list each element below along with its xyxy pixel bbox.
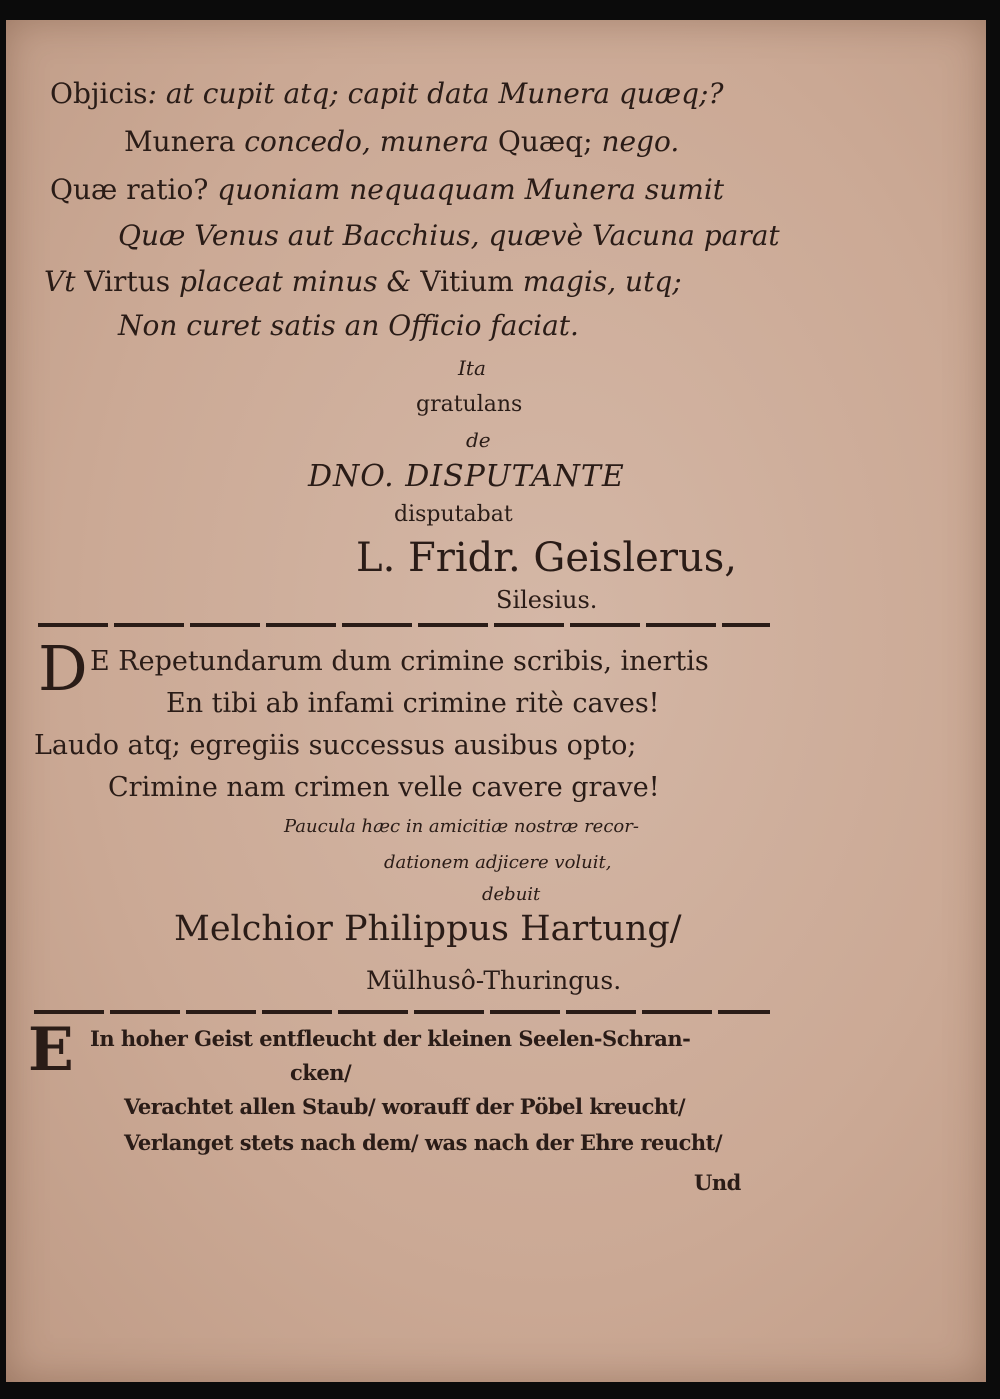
poem1-line-1-roman: Objicis (50, 77, 148, 110)
poem1-line-2-roman-a: Munera (124, 125, 236, 158)
poem2-drop-capital: D (38, 632, 88, 705)
sig2-origin: Mülhusô-Thuringus. (366, 966, 622, 995)
poem1-line-1-italic: : at cupit atq; capit data Munera quæq;? (147, 77, 724, 110)
sig2-note-line-2: dationem adjicere voluit, (384, 852, 612, 873)
poem2-line-3: Laudo atq; egregiis successus ausibus opto; (34, 730, 637, 761)
sig1-disputante: DNO. DISPUTANTE (308, 459, 625, 494)
poem1-line-5-italic-a: Vt (44, 265, 85, 298)
sig1-author-name: L. Fridr. Geislerus, (356, 535, 737, 581)
poem1-line-5-roman-a: Virtus (84, 265, 171, 298)
poem1-line-5-italic-c: magis, utq; (513, 265, 682, 298)
poem1-line-3 (50, 173, 725, 206)
poem1-line-2-roman-b: Quæq; (497, 125, 593, 158)
poem1-line-4: Quæ Venus aut Bacchius, quævè Vacuna parat (118, 219, 780, 252)
poem2-line-1: E Repetundarum dum crimine scribis, inertis (90, 646, 709, 677)
sig1-ita: Ita (458, 356, 486, 380)
sig2-author-name: Melchior Philippus Hartung/ (174, 909, 682, 949)
poem1-line-3-roman: Quæ ratio? (50, 173, 209, 206)
poem1-line-2-italic-a: concedo, munera (235, 125, 498, 158)
document-page (6, 20, 986, 1382)
poem3-line-3: Verachtet allen Staub/ worauff der Pöbel kreucht/ (124, 1094, 685, 1119)
poem3-line-1: In hoher Geist entfleucht der kleinen Seelen-Schran- (90, 1026, 691, 1051)
sig1-origin: Silesius. (496, 586, 598, 614)
sig2-note-line-3: debuit (482, 884, 541, 905)
poem1-line-5 (44, 265, 682, 298)
poem3-line-4: Verlanget stets nach dem/ was nach der Ehre reucht/ (124, 1130, 723, 1155)
section-divider-1 (38, 623, 770, 627)
poem1-line-1 (50, 77, 724, 110)
poem1-line-3-italic: quoniam nequaquam Munera sumit (208, 173, 725, 206)
sig2-note-line-1: Paucula hæc in amicitiæ nostræ recor- (284, 816, 639, 837)
section-divider-2 (34, 1010, 770, 1014)
sig1-de: de (466, 428, 491, 452)
poem3-line-2: cken/ (290, 1060, 352, 1085)
poem1-line-5-italic-b: placeat minus & (170, 265, 421, 298)
poem1-line-2-italic-b: nego. (592, 125, 680, 158)
poem1-line-2 (124, 125, 680, 158)
sig1-gratulans: gratulans (416, 392, 523, 417)
poem3-drop-capital: E (28, 1015, 74, 1085)
sig1-disputabat: disputabat (394, 502, 513, 527)
catchword: Und (694, 1170, 741, 1195)
poem1-line-6: Non curet satis an Officio faciat. (118, 309, 579, 342)
poem1-line-5-roman-b: Vitium (420, 265, 514, 298)
poem2-line-4: Crimine nam crimen velle cavere grave! (108, 772, 660, 803)
poem2-line-2: En tibi ab infami crimine ritè caves! (166, 688, 660, 719)
